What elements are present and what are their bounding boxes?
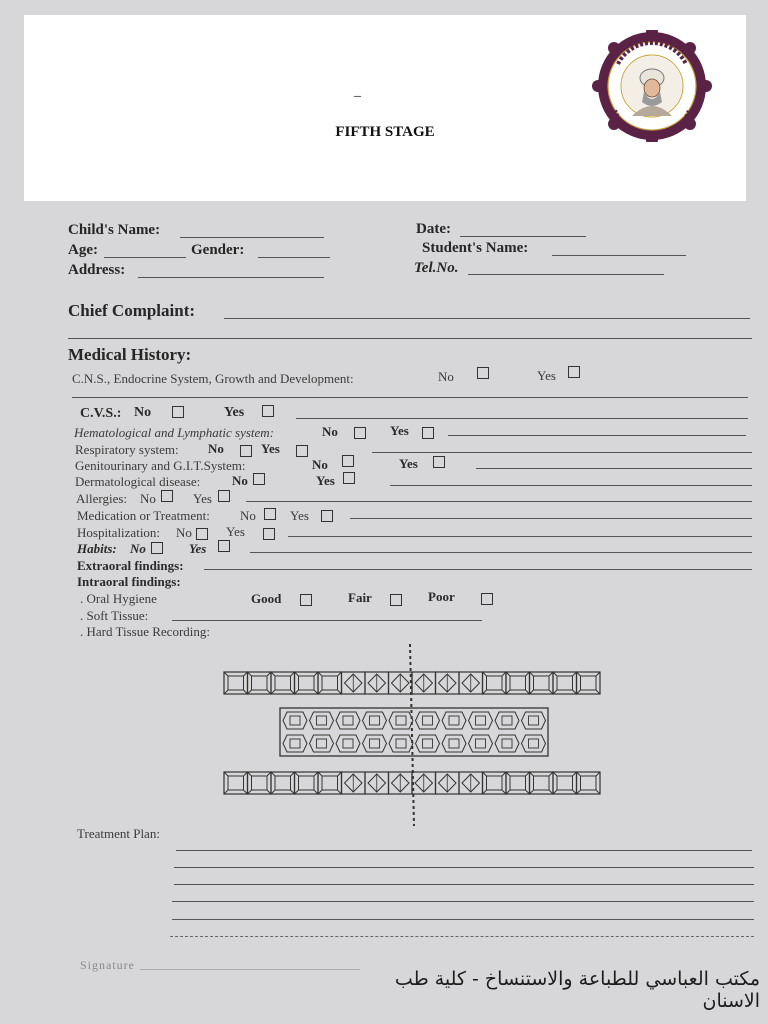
history-allergies-no-checkbox[interactable] <box>161 490 173 502</box>
lower-permanent-tooth[interactable] <box>412 772 436 794</box>
history-hematological-no: No <box>322 424 338 439</box>
history-allergies-yes: Yes <box>193 491 212 506</box>
history-genitourinary-label: Genitourinary and G.I.T.System: <box>75 458 246 473</box>
lower-permanent-teeth-row[interactable] <box>224 772 600 794</box>
history-habits-yes: Yes <box>189 541 207 556</box>
lower-permanent-tooth[interactable] <box>224 772 248 794</box>
lower-permanent-tooth[interactable] <box>318 772 342 794</box>
history-hospitalization-yes-checkbox[interactable] <box>263 528 275 540</box>
history-hematological-yes-checkbox[interactable] <box>422 427 434 439</box>
oral-hygiene-fair: Fair <box>348 590 372 605</box>
upper-permanent-tooth[interactable] <box>224 672 248 694</box>
age-label: Age: <box>68 242 98 258</box>
date-label: Date: <box>416 221 451 237</box>
primary-tooth[interactable] <box>363 735 387 752</box>
primary-tooth[interactable] <box>283 712 307 729</box>
history-respiratory-yes-checkbox[interactable] <box>296 445 308 457</box>
history-allergies-no: No <box>140 491 156 506</box>
primary-tooth[interactable] <box>469 735 493 752</box>
history-genitourinary-no: No <box>312 457 328 472</box>
primary-tooth[interactable] <box>442 712 466 729</box>
history-respiratory-line[interactable] <box>372 452 752 453</box>
history-cvs-yes-checkbox[interactable] <box>262 405 274 417</box>
extraoral-label: Extraoral findings: <box>77 558 184 573</box>
upper-permanent-tooth[interactable] <box>530 672 554 694</box>
upper-permanent-tooth[interactable] <box>295 672 319 694</box>
hard-tissue-label: . Hard Tissue Recording: <box>80 624 210 639</box>
soft-tissue-line[interactable] <box>172 620 482 621</box>
history-hospitalization-label: Hospitalization: <box>77 525 161 540</box>
lower-permanent-tooth[interactable] <box>295 772 319 794</box>
primary-tooth[interactable] <box>469 712 493 729</box>
primary-tooth[interactable] <box>336 712 360 729</box>
history-hematological-label: Hematological and Lymphatic system: <box>74 425 274 440</box>
oral-hygiene-poor: Poor <box>428 589 455 604</box>
footer-arabic-text: مكتب العباسي للطباعة والاستنساخ - كلية طب الاسنان <box>394 968 760 1012</box>
primary-teeth-rows[interactable] <box>280 708 548 756</box>
history-respiratory-no-checkbox[interactable] <box>240 445 252 457</box>
history-habits-label: Habits: <box>77 541 117 556</box>
lower-permanent-tooth[interactable] <box>577 772 601 794</box>
primary-tooth[interactable] <box>310 712 334 729</box>
history-genitourinary-no-checkbox[interactable] <box>342 455 354 467</box>
history-medication-yes-checkbox[interactable] <box>321 510 333 522</box>
upper-permanent-teeth-row[interactable] <box>224 672 600 694</box>
upper-permanent-tooth[interactable] <box>436 672 460 694</box>
lower-permanent-tooth[interactable] <box>483 772 507 794</box>
upper-permanent-tooth[interactable] <box>412 672 436 694</box>
chief-complaint-line-2[interactable] <box>68 338 752 339</box>
lower-permanent-tooth[interactable] <box>365 772 389 794</box>
history-cvs-line[interactable] <box>296 418 748 419</box>
medical-history-title: Medical History: <box>68 345 192 364</box>
history-hematological-line[interactable] <box>448 435 746 436</box>
gender-line[interactable] <box>258 257 330 258</box>
history-allergies-label: Allergies: <box>76 491 128 506</box>
primary-tooth[interactable] <box>416 712 440 729</box>
lower-permanent-tooth[interactable] <box>436 772 460 794</box>
history-habits-line[interactable] <box>250 552 752 553</box>
primary-tooth[interactable] <box>522 712 546 729</box>
student-name-label: Student's Name: <box>422 240 529 256</box>
upper-permanent-tooth[interactable] <box>248 672 272 694</box>
extraoral-line[interactable] <box>204 569 752 570</box>
history-hospitalization-yes: Yes <box>226 524 245 539</box>
history-dermatological-no-checkbox[interactable] <box>253 473 265 485</box>
lower-permanent-tooth[interactable] <box>342 772 366 794</box>
header-dash: _ <box>354 84 361 99</box>
oral-hygiene-label: . Oral Hygiene <box>80 591 157 606</box>
history-dermatological-no: No <box>232 473 248 488</box>
history-habits-no-checkbox[interactable] <box>151 542 163 554</box>
child-name-line[interactable] <box>180 237 324 238</box>
history-medication-label: Medication or Treatment: <box>77 508 210 523</box>
history-habits-yes-checkbox[interactable] <box>218 540 230 552</box>
soft-tissue-label: . Soft Tissue: <box>80 608 149 623</box>
history-cvs-label: C.V.S.: <box>80 406 122 421</box>
primary-tooth[interactable] <box>522 735 546 752</box>
history-cns-line[interactable] <box>72 397 748 398</box>
history-hospitalization-no: No <box>176 525 192 540</box>
lower-permanent-tooth[interactable] <box>530 772 554 794</box>
signature-line[interactable] <box>140 969 360 970</box>
oral-hygiene-good: Good <box>251 591 282 606</box>
history-cns-yes-checkbox[interactable] <box>568 366 580 378</box>
treatment-line-5[interactable] <box>172 919 754 920</box>
upper-permanent-tooth[interactable] <box>506 672 530 694</box>
history-dermatological-label: Dermatological disease: <box>75 474 201 489</box>
primary-tooth[interactable] <box>283 735 307 752</box>
primary-tooth[interactable] <box>389 712 413 729</box>
treatment-line-6[interactable] <box>170 936 754 937</box>
history-cvs-yes: Yes <box>224 405 245 420</box>
address-line[interactable] <box>138 277 324 278</box>
primary-tooth[interactable] <box>495 712 519 729</box>
history-cns-yes: Yes <box>537 368 556 383</box>
age-line[interactable] <box>104 257 186 258</box>
history-medication-line[interactable] <box>350 518 752 519</box>
lower-permanent-tooth[interactable] <box>553 772 577 794</box>
address-label: Address: <box>68 262 126 278</box>
history-cvs-no-checkbox[interactable] <box>172 406 184 418</box>
history-genitourinary-line[interactable] <box>476 468 752 469</box>
upper-permanent-tooth[interactable] <box>389 672 413 694</box>
lower-permanent-tooth[interactable] <box>389 772 413 794</box>
child-name-label: Child's Name: <box>68 222 161 238</box>
treatment-line-1[interactable] <box>176 850 752 851</box>
history-cns-no: No <box>438 369 454 384</box>
primary-teeth-outline <box>280 708 548 756</box>
upper-permanent-tooth[interactable] <box>271 672 295 694</box>
intraoral-title: Intraoral findings: <box>77 574 181 589</box>
oral-hygiene-good-checkbox[interactable] <box>300 594 312 606</box>
upper-permanent-tooth[interactable] <box>459 672 483 694</box>
history-hematological-no-checkbox[interactable] <box>354 427 366 439</box>
history-medication-no-checkbox[interactable] <box>264 508 276 520</box>
upper-permanent-tooth[interactable] <box>577 672 601 694</box>
primary-tooth[interactable] <box>495 735 519 752</box>
lower-permanent-tooth[interactable] <box>506 772 530 794</box>
history-genitourinary-yes-checkbox[interactable] <box>433 456 445 468</box>
date-line[interactable] <box>460 236 586 237</box>
treatment-line-2[interactable] <box>174 867 754 868</box>
upper-permanent-tooth[interactable] <box>318 672 342 694</box>
history-respiratory-yes: Yes <box>261 441 280 456</box>
history-hematological-yes: Yes <box>390 423 409 438</box>
dental-chart <box>218 640 610 830</box>
primary-tooth[interactable] <box>389 735 413 752</box>
history-medication-no: No <box>240 508 256 523</box>
history-habits-no: No <box>130 541 146 556</box>
college-seal-logo <box>592 30 712 142</box>
student-name-line[interactable] <box>552 255 686 256</box>
primary-tooth[interactable] <box>363 712 387 729</box>
history-genitourinary-yes: Yes <box>399 456 418 471</box>
treatment-line-3[interactable] <box>174 884 754 885</box>
signature-label: Signature <box>80 958 135 972</box>
primary-tooth[interactable] <box>416 735 440 752</box>
upper-permanent-tooth[interactable] <box>365 672 389 694</box>
history-dermatological-line[interactable] <box>390 485 752 486</box>
treatment-line-4[interactable] <box>172 901 754 902</box>
lower-permanent-tooth[interactable] <box>271 772 295 794</box>
primary-tooth[interactable] <box>336 735 360 752</box>
history-dermatological-yes: Yes <box>316 473 335 488</box>
oral-hygiene-fair-checkbox[interactable] <box>390 594 402 606</box>
history-hospitalization-line[interactable] <box>288 536 752 537</box>
tel-line[interactable] <box>468 274 664 275</box>
history-cns-label: C.N.S., Endocrine System, Growth and Development: <box>72 371 354 386</box>
chief-complaint-label: Chief Complaint: <box>68 301 196 320</box>
chief-complaint-line-1[interactable] <box>224 318 750 319</box>
lower-permanent-tooth[interactable] <box>459 772 483 794</box>
primary-tooth[interactable] <box>310 735 334 752</box>
upper-permanent-tooth[interactable] <box>483 672 507 694</box>
tel-label: Tel.No. <box>414 260 459 276</box>
history-hospitalization-no-checkbox[interactable] <box>196 528 208 540</box>
treatment-plan-label: Treatment Plan: <box>77 826 160 841</box>
upper-permanent-tooth[interactable] <box>342 672 366 694</box>
oral-hygiene-poor-checkbox[interactable] <box>481 593 493 605</box>
history-medication-yes: Yes <box>290 508 309 523</box>
primary-tooth[interactable] <box>442 735 466 752</box>
history-dermatological-yes-checkbox[interactable] <box>343 472 355 484</box>
stage-title: FIFTH STAGE <box>335 124 435 140</box>
lower-permanent-tooth[interactable] <box>248 772 272 794</box>
history-cns-no-checkbox[interactable] <box>477 367 489 379</box>
history-respiratory-no: No <box>208 441 224 456</box>
history-respiratory-label: Respiratory system: <box>75 442 179 457</box>
upper-permanent-tooth[interactable] <box>553 672 577 694</box>
history-allergies-yes-checkbox[interactable] <box>218 490 230 502</box>
history-allergies-line[interactable] <box>246 501 752 502</box>
gender-label: Gender: <box>191 242 245 258</box>
history-cvs-no: No <box>134 405 152 420</box>
dental-midline <box>410 644 414 826</box>
